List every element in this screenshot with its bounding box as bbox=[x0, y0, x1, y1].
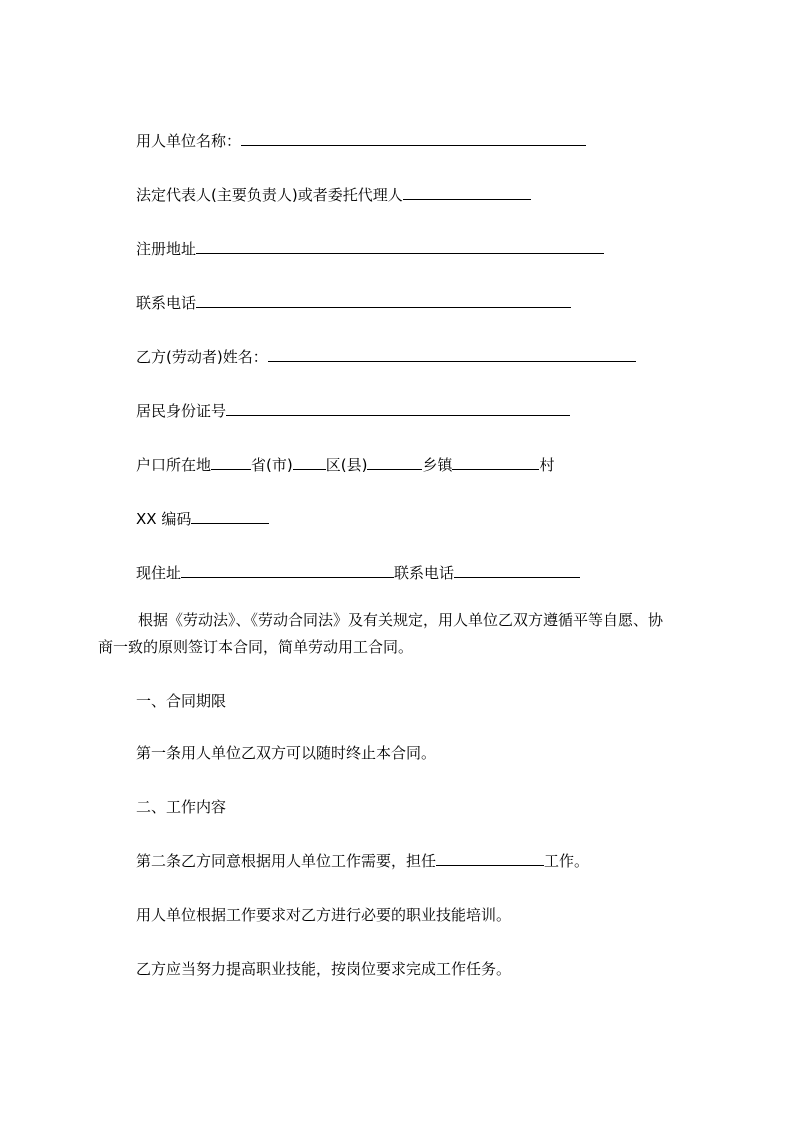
intro-text-1: 根据《劳动法》、《劳动合同法》及有关规定，用人单位乙双方遵循平等自愿、协 bbox=[138, 611, 664, 629]
hukou-label: 户口所在地 bbox=[136, 456, 212, 474]
id-number-label: 居民身份证号 bbox=[136, 402, 227, 420]
code-row bbox=[136, 508, 269, 530]
id-number-blank[interactable] bbox=[226, 400, 570, 416]
article-1-text: 第一条用人单位乙双方可以随时终止本合同。 bbox=[136, 744, 437, 762]
current-phone-label: 联系电话 bbox=[394, 564, 455, 582]
employer-name-row bbox=[136, 130, 586, 152]
hukou-row bbox=[136, 454, 554, 476]
legal-rep-label: 法定代表人(主要负责人)或者委托代理人 bbox=[136, 186, 403, 204]
id-number-row bbox=[136, 400, 570, 422]
work-heading bbox=[136, 796, 226, 818]
address-blank[interactable] bbox=[196, 238, 604, 254]
hukou-city-blank[interactable] bbox=[293, 454, 326, 470]
worker-name-label: 乙方(劳动者)姓名： bbox=[136, 348, 268, 366]
intro-line-1 bbox=[138, 609, 663, 631]
training-text: 用人单位根据工作要求对乙方进行必要的职业技能培训。 bbox=[136, 906, 512, 924]
employer-phone-blank[interactable] bbox=[196, 292, 571, 308]
employer-phone-row bbox=[136, 292, 571, 314]
hukou-province-blank[interactable] bbox=[211, 454, 251, 470]
hukou-province-label: 省(市) bbox=[251, 456, 293, 474]
hukou-district-blank[interactable] bbox=[367, 454, 422, 470]
legal-rep-row bbox=[136, 184, 531, 206]
work-heading-text: 二、工作内容 bbox=[136, 798, 227, 816]
code-blank[interactable] bbox=[191, 508, 269, 524]
legal-rep-blank[interactable] bbox=[403, 184, 531, 200]
code-label: XX 编码 bbox=[136, 510, 192, 528]
address-label: 注册地址 bbox=[136, 240, 197, 258]
term-heading-text: 一、合同期限 bbox=[136, 692, 227, 710]
current-address-label: 现住址 bbox=[136, 564, 182, 582]
current-phone-blank[interactable] bbox=[454, 562, 580, 578]
article-2 bbox=[136, 850, 589, 872]
worker-name-blank[interactable] bbox=[268, 346, 636, 362]
current-address-row bbox=[136, 562, 580, 584]
hukou-town-label: 乡镇 bbox=[422, 456, 453, 474]
employer-name-blank[interactable] bbox=[241, 130, 586, 146]
training-line bbox=[136, 904, 511, 926]
article-1 bbox=[136, 742, 436, 764]
duty-line bbox=[136, 958, 511, 980]
position-blank[interactable] bbox=[436, 850, 544, 866]
term-heading bbox=[136, 690, 226, 712]
address-row bbox=[136, 238, 604, 260]
duty-text: 乙方应当努力提高职业技能，按岗位要求完成工作任务。 bbox=[136, 960, 512, 978]
current-address-blank[interactable] bbox=[181, 562, 394, 578]
employer-name-label: 用人单位名称： bbox=[136, 132, 242, 150]
article-2-prefix: 第二条乙方同意根据用人单位工作需要，担任 bbox=[136, 852, 437, 870]
hukou-village-label: 村 bbox=[539, 456, 555, 474]
article-2-suffix: 工作。 bbox=[544, 852, 590, 870]
intro-text-2: 商一致的原则签订本合同，简单劳动用工合同。 bbox=[98, 638, 414, 656]
intro-line-2 bbox=[98, 636, 413, 658]
worker-name-row bbox=[136, 346, 636, 368]
hukou-district-label: 区(县) bbox=[325, 456, 368, 474]
employer-phone-label: 联系电话 bbox=[136, 294, 197, 312]
hukou-town-blank[interactable] bbox=[452, 454, 539, 470]
